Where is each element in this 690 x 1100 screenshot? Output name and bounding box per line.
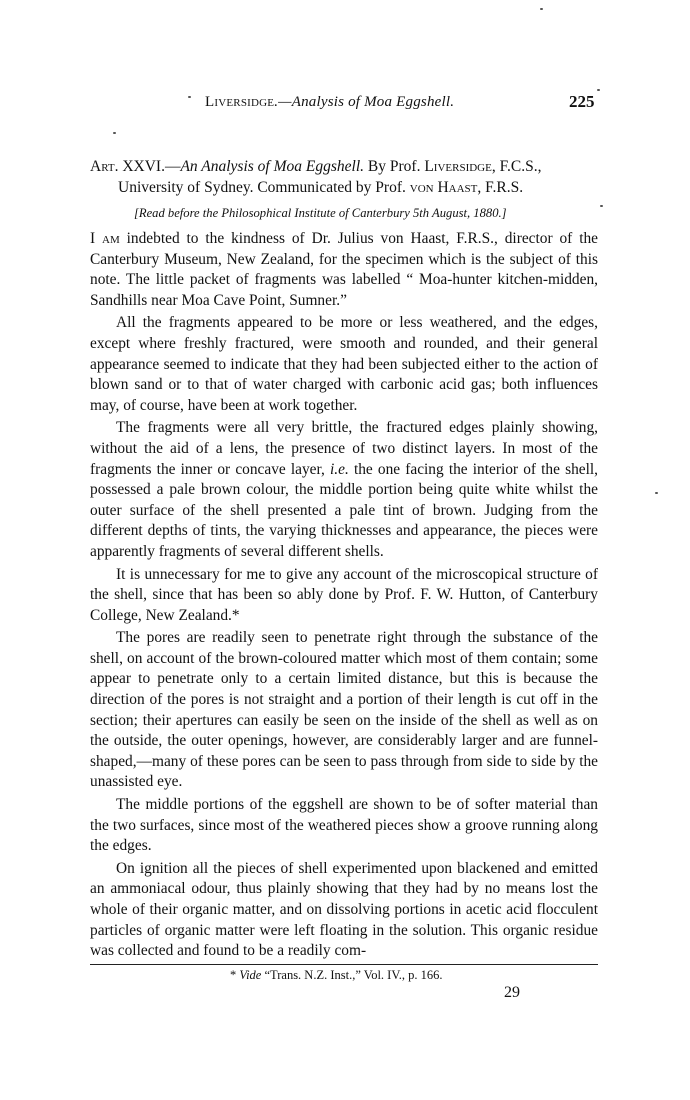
scan-speck [655, 492, 658, 494]
article-author-degree: , F.C.S., [491, 158, 542, 175]
footnote-marker: * [230, 968, 240, 982]
article-author: Liversidge [424, 158, 492, 175]
read-note-prefix: [Read before the Philosophical Institute of Canterbury 5th [134, 206, 433, 220]
signature-mark: 29 [504, 984, 520, 1001]
footnote [230, 968, 443, 983]
article-heading [90, 156, 610, 198]
article-heading-line-1 [90, 156, 610, 177]
paragraph-6: The middle portions of the eggshell are shown to be of softer material than the two surfaces, since most of the weathered pieces show a groove running along the edges. [90, 796, 598, 855]
scan-speck [188, 96, 191, 98]
footnote-text: “Trans. N.Z. Inst.,” Vol. IV., p. 166. [261, 968, 443, 982]
running-head [0, 92, 690, 118]
scan-speck [540, 8, 543, 10]
running-head-title [205, 94, 454, 111]
scan-speck [113, 132, 116, 134]
article-affiliation: University of Sydney. [118, 179, 254, 196]
page-number: 225 [569, 92, 595, 111]
paragraph-4: It is unnecessary for me to give any account of the microscopical structure of the shell, since that has been so ably done by Prof. F. W. Hutton, of Canterbury College, New Zealand.* [90, 565, 598, 624]
paragraph-3-text-a: The fragments were all very brittle, the fractured edges plainly showing, without the aid of a lens, the presence of two distinct layers. In most of the fragments the inner or concave layer, [90, 419, 598, 478]
article-communicated: Communicated by Prof. [253, 179, 410, 196]
read-note-date: August, 1880.] [432, 206, 507, 220]
paragraph-1 [90, 229, 598, 311]
footnote-vide: Vide [239, 968, 262, 982]
article-number: Art. XXVI.— [90, 158, 181, 175]
paragraph-2: All the fragments appeared to be more or less weathered, and the edges, except where freshly fractured, were smooth and rounded, and their general appearance seemed to indicate that they had been subjected either to the action of blown sand or to that of water charged with carbonic acid gas; both influences may, of course, have been at work together. [90, 314, 598, 414]
running-head-author: Liversidge [205, 94, 275, 110]
article-communicator: von Haast [409, 179, 478, 196]
read-note [134, 206, 507, 221]
running-head-short-title: .—Analysis of Moa Eggshell. [274, 94, 455, 110]
body-text [90, 229, 598, 964]
paragraph-7: On ignition all the pieces of shell experimented upon blackened and emitted an ammoniacal odour, thus plainly showing that they had by no means lost the whole of their organic matter, and on dissolving portions in acetic acid flocculent particles of organic matter were left floating in the solution. This organic residue was collected and found to be a readily com- [90, 859, 598, 960]
article-title: An Analysis of Moa Eggshell. [180, 158, 365, 175]
article-heading-line-2 [90, 177, 610, 198]
footnote-rule [90, 964, 598, 965]
scan-speck [600, 205, 603, 207]
scan-speck [597, 89, 600, 91]
paragraph-3-text-b: the one facing the interior of the shell, possessed a pale brown colour, the middle portion being quite white whilst the outer surface of the shell presented a pale tint of brown. Judging from the different depths of tints, the varying thicknesses and appearance, the pieces were apparently fragments of several different shells. [90, 460, 598, 560]
article-communicator-degree: , F.R.S. [477, 179, 524, 196]
paragraph-1-lead: I am [90, 230, 120, 247]
paragraph-3 [90, 418, 598, 562]
paragraph-3-ie: i.e. [330, 460, 349, 478]
article-by: By Prof. [364, 158, 425, 175]
paragraph-5: The pores are readily seen to penetrate right through the substance of the shell, on account of the brown-coloured matter which most of them contain; some appear to penetrate only to a certain limited distance, but this is because the direction of the pores is not straight and a portion of their length is cut off in the section; their apertures can easily be seen on the inside of the shell as well as on the outside, the outer openings, however, are considerably larger and are funnel-shaped,—many of these pores can be seen to pass through from side to side by the unassisted eye. [90, 629, 598, 791]
paragraph-1-text: indebted to the kindness of Dr. Julius von Haast, F.R.S., director of the Canterbury Museum, New Zealand, for the specimen which is the subject of this note. The little packet of fragments was labelled “ Moa-hunter kitchen-midden, Sandhills near Moa Cave Point, Sumner.” [90, 230, 598, 309]
